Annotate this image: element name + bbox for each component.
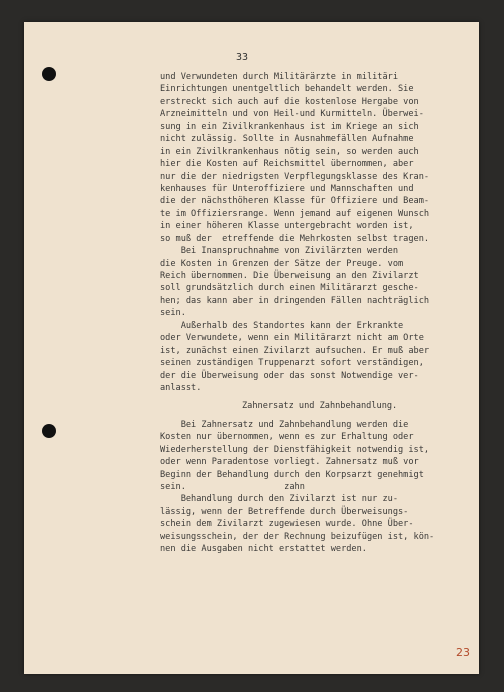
text-line: oder Verwundete, wenn ein Militärarzt nicht am Orte <box>160 333 424 344</box>
text-line: Außerhalb des Standortes kann der Erkrankte <box>160 320 404 331</box>
punch-hole <box>42 424 56 438</box>
text-line: sein. zahn <box>160 482 305 492</box>
text-line: der die Überweisung oder das sonst Notwendige ver- <box>160 370 419 381</box>
text-line: Kosten nur übernommen, wenn es zur Erhaltung oder <box>160 432 414 443</box>
text-line: hen; das kann aber in dringenden Fällen nachträglich <box>160 295 430 306</box>
punch-hole <box>42 67 56 81</box>
paragraph-block <box>160 71 460 394</box>
text-line: sein. <box>160 308 186 319</box>
text-line: Bei Inanspruchnahme von Zivilärzten werden <box>160 246 398 257</box>
text-line: oder wenn Paradentose vorliegt. Zahnersatz muß vor <box>160 457 419 468</box>
text-line: sung in ein Zivilkrankenhaus ist im Kriege an sich <box>160 121 419 132</box>
text-line: Bei Zahnersatz und Zahnbehandlung werden die <box>160 419 409 430</box>
text-line: soll grundsätzlich durch einen Militärarzt gesche- <box>160 283 419 294</box>
text-line: und Verwundeten durch Militärärzte in militäri <box>160 72 398 82</box>
text-line: anlasst. <box>160 382 202 393</box>
text-line: te im Offiziersrange. Wenn jemand auf eigenen Wunsch <box>160 208 430 219</box>
text-line: erstreckt sich auch auf die kostenlose Hergabe von <box>160 96 419 107</box>
text-line: die Kosten in Grenzen der Sätze der Preuge. vom <box>160 258 404 269</box>
text-line: kenhauses für Unteroffiziere und Mannschaften und <box>160 183 414 194</box>
text-line: so muß der etreffende die Mehrkosten selbst tragen. <box>160 233 430 244</box>
text-line: Einrichtungen unentgeltlich behandelt werden. Sie <box>160 84 414 95</box>
text-line: Arzneimitteln und von Heil-und Kurmitteln. Überwei- <box>160 109 424 120</box>
text-line: Reich übernommen. Die Überweisung an den Zivilarzt <box>160 271 419 281</box>
text-line: Behandlung durch den Zivilarzt ist nur zu- <box>160 494 398 505</box>
text-line: Beginn der Behandlung durch den Korpsarzt genehmigt <box>160 469 424 480</box>
paragraph-block <box>160 419 460 556</box>
text-line: ist, zunächst einen Zivilarzt aufsuchen. Er muß aber <box>160 345 430 356</box>
text-line: nicht zulässig. Sollte in Ausnahmefällen Aufnahme <box>160 134 414 145</box>
text-line: schein dem Zivilarzt zugewiesen wurde. Ohne Über- <box>160 519 414 530</box>
text-line: nur die der niedrigsten Verpflegungsklasse des Kran- <box>160 171 430 182</box>
text-line: weisungsschein, der der Rechnung beizufügen ist, kön- <box>160 531 435 542</box>
text-line: Wiederherstellung der Dienstfähigkeit notwendig ist, <box>160 444 430 455</box>
text-line: seinen zuständigen Truppenarzt sofort verständigen, <box>160 358 424 369</box>
text-line: nen die Ausgaben nicht erstattet werden. <box>160 544 367 555</box>
text-line: die der nächsthöheren Klasse für Offiziere und Beam- <box>160 196 430 207</box>
section-heading: Zahnersatz und Zahnbehandlung. <box>242 401 398 412</box>
body-text <box>160 71 460 556</box>
text-line: in ein Zivilkrankenhaus nötig sein, so werden auch <box>160 146 419 157</box>
text-line: hier die Kosten auf Reichsmittel übernommen, aber <box>160 159 414 170</box>
archive-stamp: 23 <box>456 646 470 659</box>
text-line: in einer höheren Klasse untergebracht worden ist, <box>160 221 414 232</box>
page-number: 33 <box>236 52 249 63</box>
text-line: lässig, wenn der Betreffende durch Überweisungs- <box>160 506 409 517</box>
